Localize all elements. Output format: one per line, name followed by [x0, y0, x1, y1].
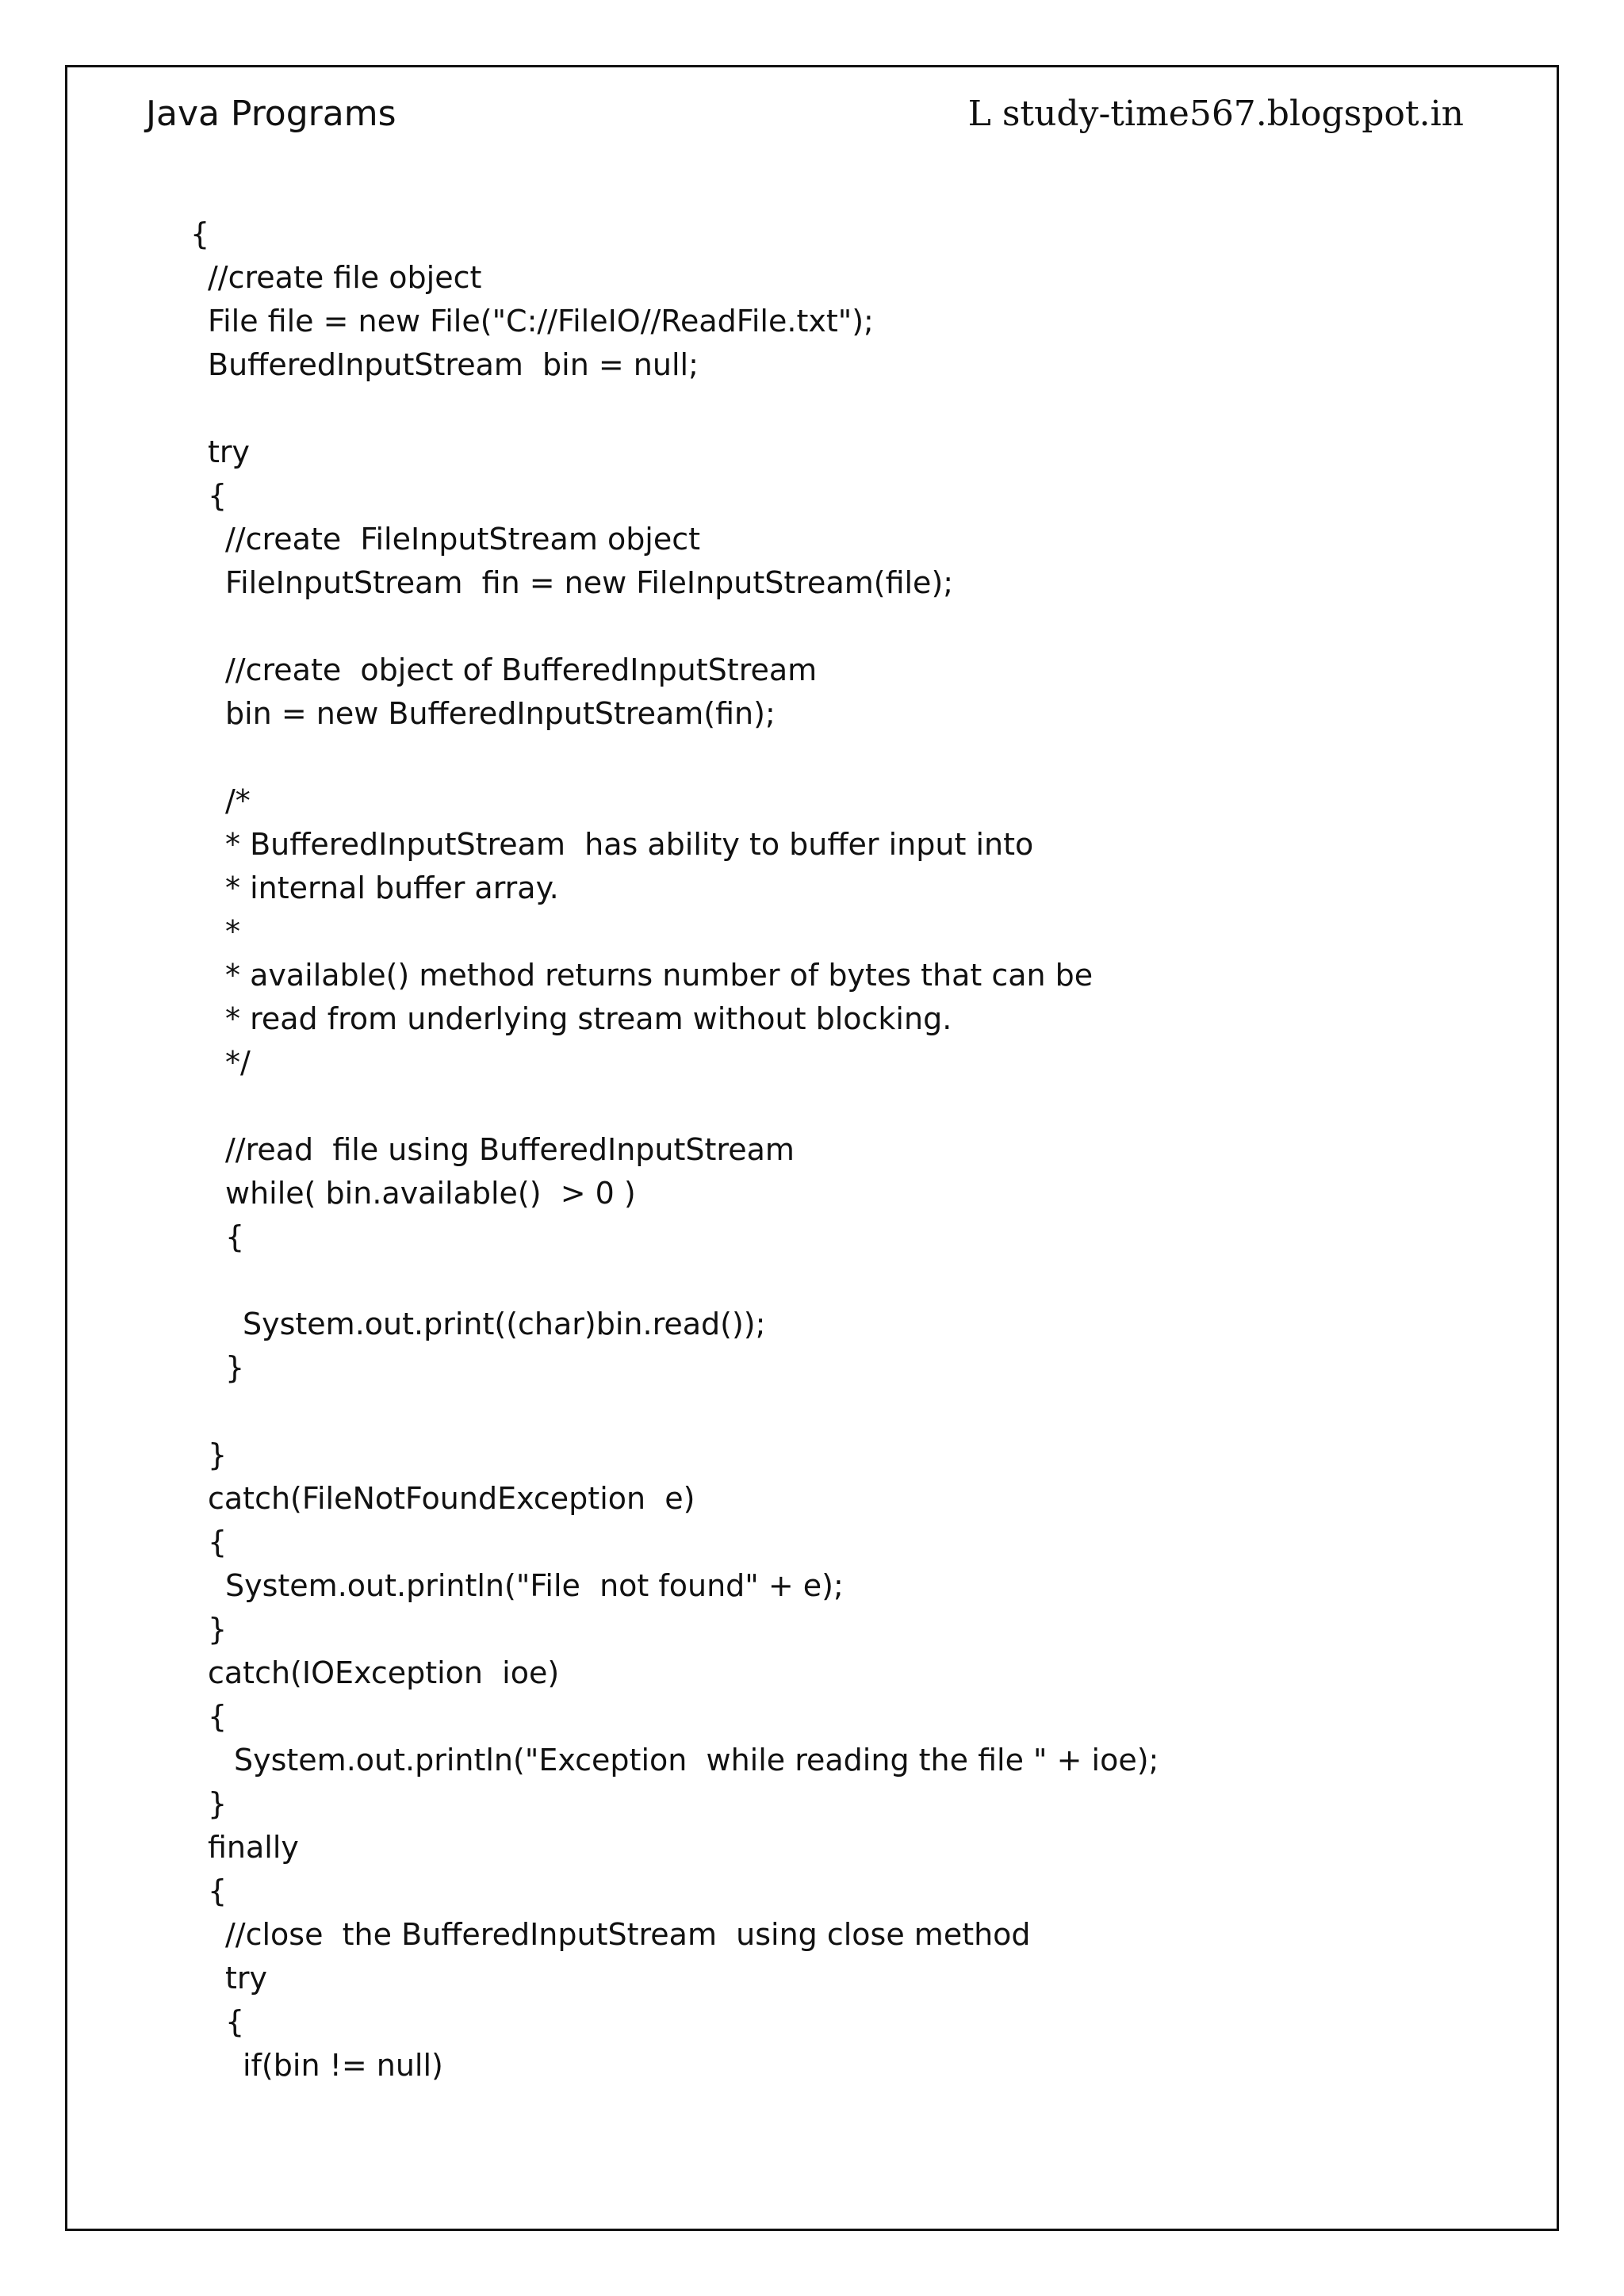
- code-line: {: [208, 1525, 228, 1559]
- code-line: System.out.println("File not found" + e);: [225, 1568, 844, 1603]
- code-line: }: [208, 1612, 228, 1647]
- code-line: }: [208, 1437, 228, 1472]
- code-line: * available() method returns number of bytes that can be: [225, 958, 1094, 993]
- code-line: * BufferedInputStream has ability to buffer input into: [225, 827, 1034, 862]
- code-line: bin = new BufferedInputStream(fin);: [225, 696, 776, 731]
- code-line: FileInputStream fin = new FileInputStream(file);: [225, 565, 954, 600]
- code-line: [190, 605, 1159, 649]
- code-line: System.out.print((char)bin.read());: [243, 1307, 766, 1341]
- code-line: {: [208, 1873, 228, 1908]
- code-line: //read file using BufferedInputStream: [225, 1132, 795, 1167]
- code-line: * internal buffer array.: [225, 871, 559, 905]
- code-line: System.out.println("Exception while reading the file " + ioe);: [234, 1743, 1159, 1777]
- code-line: {: [208, 478, 228, 513]
- code-line: [190, 1390, 1159, 1433]
- code-line: /*: [225, 783, 251, 818]
- code-line: catch(FileNotFoundException e): [208, 1481, 695, 1516]
- page-header-site: L study-time567.blogspot.in: [967, 94, 1464, 134]
- code-line: {: [225, 1219, 245, 1254]
- code-line: {: [225, 2004, 245, 2039]
- code-block: [190, 212, 1159, 2087]
- code-line: catch(IOException ioe): [208, 1655, 560, 1690]
- code-line: //create FileInputStream object: [225, 522, 701, 557]
- code-line: [190, 1085, 1159, 1128]
- code-line: {: [190, 216, 210, 251]
- code-line: {: [208, 1699, 228, 1734]
- code-line: try: [225, 1961, 268, 1996]
- code-line: *: [225, 914, 240, 949]
- code-line: while( bin.available() > 0 ): [225, 1176, 636, 1211]
- code-line: //create object of BufferedInputStream: [225, 652, 818, 687]
- code-line: //close the BufferedInputStream using close method: [225, 1917, 1031, 1952]
- code-line: BufferedInputStream bin = null;: [208, 347, 699, 382]
- page-header-title: Java Programs: [146, 94, 396, 134]
- code-line: }: [208, 1786, 228, 1821]
- code-line: [190, 1259, 1159, 1303]
- code-line: try: [208, 434, 251, 469]
- code-line: }: [225, 1350, 245, 1385]
- code-line: [190, 736, 1159, 779]
- code-line: finally: [208, 1830, 299, 1865]
- code-line: if(bin != null): [243, 2048, 443, 2083]
- code-line: //create file object: [208, 260, 482, 295]
- code-line: * read from underlying stream without blocking.: [225, 1001, 952, 1036]
- code-line: [190, 387, 1159, 430]
- code-line: */: [225, 1045, 251, 1080]
- code-line: File file = new File("C://FileIO//ReadFile.txt");: [208, 304, 874, 339]
